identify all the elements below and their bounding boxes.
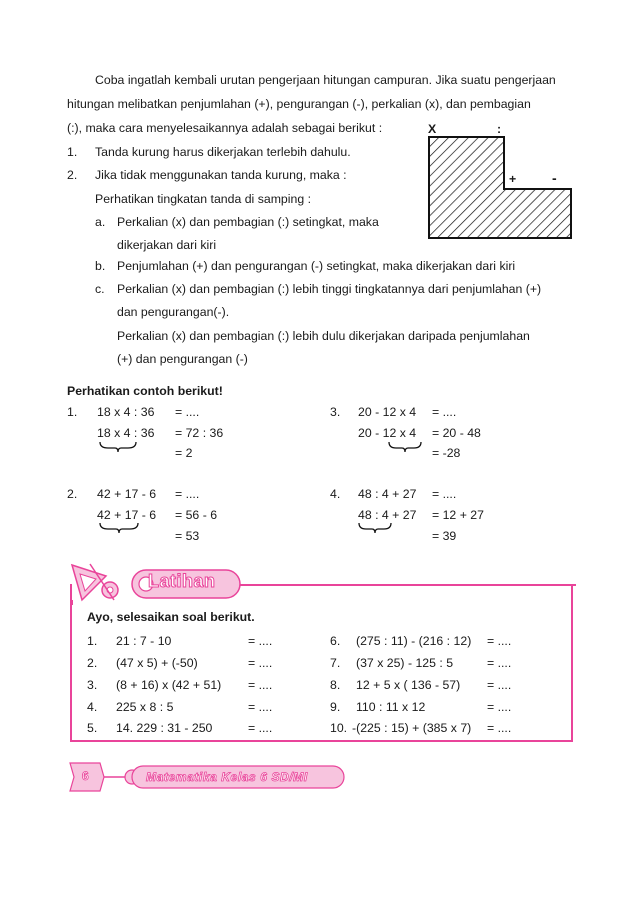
exercise-1-answer: = ....	[248, 634, 273, 648]
example-1-expression-2: 18 x 4 : 36	[97, 426, 155, 440]
example-2-equals-2: = 56 - 6	[175, 508, 218, 522]
exercise-2-number: 2.	[87, 656, 98, 670]
diagram-multiply-label: X	[428, 122, 437, 136]
example-4-expression: 48 : 4 + 27	[358, 487, 417, 501]
exercise-5-answer: = ....	[248, 721, 273, 735]
exercise-8-answer: = ....	[487, 678, 512, 692]
rule-a-letter: a.	[95, 215, 106, 229]
intro-line-3: (:), maka cara menyelesaikannya adalah sebagai berikut :	[67, 121, 383, 135]
exercise-10-answer: = ....	[487, 721, 512, 735]
exercise-4-answer: = ....	[248, 700, 273, 714]
example-3-expression: 20 - 12 x 4	[358, 405, 417, 419]
precedence-diagram	[426, 120, 576, 245]
example-1-brace	[98, 440, 138, 454]
example-3-number: 3.	[330, 405, 341, 419]
exercise-10-number: 10.	[330, 721, 348, 735]
rule-c-line-1: Perkalian (x) dan pembagian (:) lebih tinggi tingkatannya dari penjumlahan (+)	[117, 282, 542, 296]
example-2-expression-2: 42 + 17 - 6	[97, 508, 157, 522]
rule-c-letter: c.	[95, 282, 105, 296]
exercise-5-number: 5.	[87, 721, 98, 735]
example-2-number: 2.	[67, 487, 78, 501]
example-3-brace	[387, 440, 423, 454]
exercise-6-number: 6.	[330, 634, 341, 648]
exercise-7-expression: (37 x 25) - 125 : 5	[356, 656, 454, 670]
example-4-expression-2: 48 : 4 + 27	[358, 508, 417, 522]
exercise-9-expression: 110 : 11 x 12	[356, 700, 426, 714]
exercise-10-expression: -(225 : 15) + (385 x 7)	[352, 721, 472, 735]
example-2-equals-3: = 53	[175, 529, 200, 543]
exercise-9-answer: = ....	[487, 700, 512, 714]
example-3-expression-2: 20 - 12 x 4	[358, 426, 417, 440]
exercise-2-expression: (47 x 5) + (-50)	[116, 656, 198, 670]
page-number: 6	[82, 769, 89, 783]
exercise-9-number: 9.	[330, 700, 341, 714]
exercise-4-expression: 225 x 8 : 5	[116, 700, 174, 714]
rule-b-text: Penjumlahan (+) dan pengurangan (-) setingkat, maka dikerjakan dari kiri	[117, 259, 516, 273]
rule-2-subtext: Perhatikan tingkatan tanda di samping :	[95, 192, 312, 206]
example-4-equals-1: = ....	[432, 487, 457, 501]
example-4-equals-2: = 12 + 27	[432, 508, 484, 522]
diagram-minus-label: -	[552, 170, 557, 186]
rule-2-number: 2.	[67, 168, 78, 182]
intro-line-1: Coba ingatlah kembali urutan pengerjaan hitungan campuran. Jika suatu pengerjaan	[95, 73, 556, 87]
rule-c-line-3: Perkalian (x) dan pembagian (:) lebih dulu dikerjakan daripada penjumlahan	[117, 329, 530, 343]
footer-bar	[66, 757, 346, 797]
example-1-equals-3: = 2	[175, 446, 193, 460]
example-4-equals-3: = 39	[432, 529, 457, 543]
rule-2-text: Jika tidak menggunakan tanda kurung, maka :	[95, 168, 347, 182]
exercise-3-answer: = ....	[248, 678, 273, 692]
example-1-equals-2: = 72 : 36	[175, 426, 224, 440]
example-2-equals-1: = ....	[175, 487, 200, 501]
example-3-equals-3: = -28	[432, 446, 461, 460]
example-4-number: 4.	[330, 487, 341, 501]
exercise-3-number: 3.	[87, 678, 98, 692]
latihan-instruction: Ayo, selesaikan soal berikut.	[87, 610, 255, 624]
exercise-8-number: 8.	[330, 678, 341, 692]
latihan-title: Latihan	[148, 571, 216, 591]
example-4-brace	[357, 521, 393, 535]
rule-1-number: 1.	[67, 145, 78, 159]
exercise-7-answer: = ....	[487, 656, 512, 670]
exercise-5-expression: 14. 229 : 31 - 250	[116, 721, 213, 735]
example-2-expression: 42 + 17 - 6	[97, 487, 157, 501]
example-2-brace	[98, 521, 140, 535]
example-1-equals-1: = ....	[175, 405, 200, 419]
exercise-3-expression: (8 + 16) x (42 + 51)	[116, 678, 222, 692]
example-1-expression: 18 x 4 : 36	[97, 405, 155, 419]
footer-title: Matematika Kelas 6 SD/MI	[146, 770, 308, 784]
exercise-4-number: 4.	[87, 700, 98, 714]
exercise-7-number: 7.	[330, 656, 341, 670]
rule-1-text: Tanda kurung harus dikerjakan terlebih dahulu.	[95, 145, 351, 159]
rule-a-line-2: dikerjakan dari kiri	[117, 238, 217, 252]
rule-b-letter: b.	[95, 259, 106, 273]
example-3-equals-1: = ....	[432, 405, 457, 419]
diagram-divide-label: :	[497, 122, 502, 136]
example-1-number: 1.	[67, 405, 78, 419]
exercise-8-expression: 12 + 5 x ( 136 - 57)	[356, 678, 461, 692]
exercise-1-expression: 21 : 7 - 10	[116, 634, 172, 648]
examples-heading: Perhatikan contoh berikut!	[67, 384, 223, 398]
rule-c-line-4: (+) dan pengurangan (-)	[117, 352, 248, 366]
exercise-6-answer: = ....	[487, 634, 512, 648]
exercise-2-answer: = ....	[248, 656, 273, 670]
exercise-1-number: 1.	[87, 634, 98, 648]
rule-c-line-2: dan pengurangan(-).	[117, 305, 230, 319]
example-3-equals-2: = 20 - 48	[432, 426, 481, 440]
exercise-6-expression: (275 : 11) - (216 : 12)	[356, 634, 472, 648]
diagram-plus-label: +	[509, 172, 517, 186]
intro-line-2: hitungan melibatkan penjumlahan (+), pengurangan (-), perkalian (x), dan pembagian	[67, 97, 531, 111]
rule-a-line-1: Perkalian (x) dan pembagian (:) setingkat, maka	[117, 215, 379, 229]
